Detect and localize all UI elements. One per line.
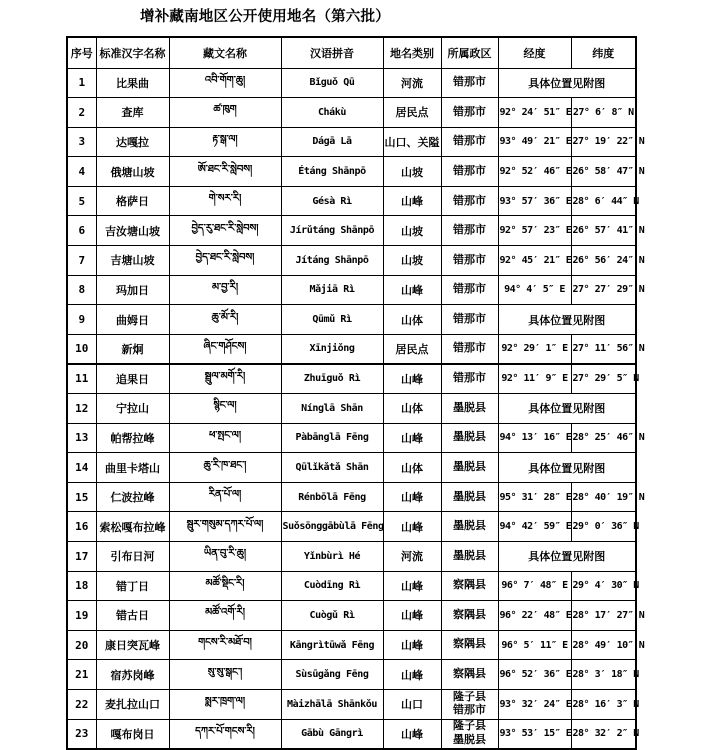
latitude: 28° 32′ 2″ N — [571, 719, 636, 749]
chinese-name: 查库 — [96, 98, 169, 128]
longitude: 93° 53′ 15″ E — [498, 719, 571, 749]
pinyin-name: Étáng Shānpō — [281, 157, 383, 187]
pinyin-name: Sùsūgǎng Fēng — [281, 660, 383, 690]
longitude: 92° 52′ 46″ E — [498, 157, 571, 187]
chinese-name: 吉汝塘山坡 — [96, 216, 169, 246]
longitude: 93° 57′ 36″ E — [498, 186, 571, 216]
latitude: 28° 6′ 44″ N — [571, 186, 636, 216]
chinese-name: 错丁日 — [96, 571, 169, 601]
table-row — [67, 394, 636, 424]
row-number: 1 — [67, 68, 96, 98]
pinyin-name: Cuògǔ Rì — [281, 601, 383, 631]
pinyin-name: Jítáng Shānpō — [281, 246, 383, 276]
longitude: 96° 22′ 48″ E — [498, 601, 571, 631]
longitude: 96° 7′ 48″ E — [498, 571, 571, 601]
region: 隆子县 墨脱县 — [441, 719, 498, 749]
chinese-name: 帕帮拉峰 — [96, 423, 169, 453]
row-number: 2 — [67, 98, 96, 128]
row-number: 16 — [67, 512, 96, 542]
region: 错那市 — [441, 68, 498, 98]
category: 山峰 — [383, 275, 441, 305]
category: 山口 — [383, 689, 441, 719]
table-row — [67, 689, 636, 719]
pinyin-name: Pàbānglā Fēng — [281, 423, 383, 453]
region: 错那市 — [441, 275, 498, 305]
table-header — [67, 37, 636, 68]
column-header-no: 序号 — [67, 37, 96, 68]
longitude: 94° 13′ 16″ E — [498, 423, 571, 453]
longitude: 94° 42′ 59″ E — [498, 512, 571, 542]
pinyin-name: Qūmǔ Rì — [281, 305, 383, 335]
table-row — [67, 453, 636, 483]
chinese-name: 宿苏岗峰 — [96, 660, 169, 690]
table-row — [67, 246, 636, 276]
column-header-region: 所属政区 — [441, 37, 498, 68]
row-number: 15 — [67, 482, 96, 512]
pinyin-name: Nínglā Shān — [281, 394, 383, 424]
category: 居民点 — [383, 98, 441, 128]
row-number: 13 — [67, 423, 96, 453]
tibetan-name: སྨར་ཁྲག་ལ། — [169, 689, 281, 719]
table-row — [67, 630, 636, 660]
category: 山体 — [383, 453, 441, 483]
tibetan-name: ཚ་ཁུག — [169, 98, 281, 128]
row-number: 9 — [67, 305, 96, 335]
table-row — [67, 364, 636, 394]
category: 山峰 — [383, 364, 441, 394]
row-number: 5 — [67, 186, 96, 216]
table-row — [67, 423, 636, 453]
chinese-name: 达嘎拉 — [96, 127, 169, 157]
category: 山体 — [383, 394, 441, 424]
tibetan-name: གངས་རི་མཐོ་བ། — [169, 630, 281, 660]
pinyin-name: Zhuīguǒ Rì — [281, 364, 383, 394]
latitude: 28° 25′ 46″ N — [571, 423, 636, 453]
pinyin-name: Xīnjiǒng — [281, 334, 383, 364]
longitude: 93° 49′ 21″ E — [498, 127, 571, 157]
latitude: 26° 56′ 24″ N — [571, 246, 636, 276]
longitude: 92° 29′ 1″ E — [498, 334, 571, 364]
location-note: 具体位置见附图 — [498, 542, 636, 572]
category: 山峰 — [383, 571, 441, 601]
tibetan-name: རིན་པོ་ལ། — [169, 482, 281, 512]
row-number: 12 — [67, 394, 96, 424]
region: 错那市 — [441, 186, 498, 216]
tibetan-name: གེ་སར་རི། — [169, 186, 281, 216]
tibetan-name: ཆུ་མོ་རི། — [169, 305, 281, 335]
tibetan-name: མཚོ་འགོ་རི། — [169, 601, 281, 631]
chinese-name: 玛加日 — [96, 275, 169, 305]
category: 山坡 — [383, 157, 441, 187]
row-number: 17 — [67, 542, 96, 572]
tibetan-name: བྱེད་རུ་ཐང་རི་སླེབས། — [169, 216, 281, 246]
region: 错那市 — [441, 98, 498, 128]
latitude: 28° 49′ 10″ N — [571, 630, 636, 660]
pinyin-name: Chákù — [281, 98, 383, 128]
category: 山峰 — [383, 719, 441, 749]
tibetan-name: ཨོ་ཐང་རི་སླེབས། — [169, 157, 281, 187]
header-row — [67, 37, 636, 68]
chinese-name: 宁拉山 — [96, 394, 169, 424]
tibetan-name: མཚོ་སྡིང་རི། — [169, 571, 281, 601]
row-number: 23 — [67, 719, 96, 749]
longitude: 96° 5′ 11″ E — [498, 630, 571, 660]
table-row — [67, 186, 636, 216]
tibetan-name: ཞིང་གཤོངས། — [169, 334, 281, 364]
place-names-table — [66, 36, 645, 750]
pinyin-name: Kāngrìtūwǎ Fēng — [281, 630, 383, 660]
table-row — [67, 157, 636, 187]
table-row — [67, 127, 636, 157]
region: 错那市 — [441, 157, 498, 187]
table-row — [67, 542, 636, 572]
chinese-name: 格萨日 — [96, 186, 169, 216]
row-number: 21 — [67, 660, 96, 690]
pinyin-name: Gābù Gāngrì — [281, 719, 383, 749]
chinese-name: 嘎布岗日 — [96, 719, 169, 749]
region: 察隅县 — [441, 571, 498, 601]
category: 河流 — [383, 542, 441, 572]
category: 河流 — [383, 68, 441, 98]
table-row — [67, 482, 636, 512]
tibetan-name: མ་བྱ་རི། — [169, 275, 281, 305]
table-row — [67, 305, 636, 335]
longitude: 92° 57′ 23″ E — [498, 216, 571, 246]
pinyin-name: Dágā Lā — [281, 127, 383, 157]
category: 山峰 — [383, 512, 441, 542]
category: 居民点 — [383, 334, 441, 364]
category: 山口、关隘 — [383, 127, 441, 157]
row-number: 3 — [67, 127, 96, 157]
region: 墨脱县 — [441, 453, 498, 483]
tibetan-name: རྟ་སྒ་ལ། — [169, 127, 281, 157]
chinese-name: 错古日 — [96, 601, 169, 631]
longitude: 96° 52′ 36″ E — [498, 660, 571, 690]
location-note: 具体位置见附图 — [498, 394, 636, 424]
category: 山峰 — [383, 482, 441, 512]
longitude: 92° 45′ 21″ E — [498, 246, 571, 276]
location-note: 具体位置见附图 — [498, 453, 636, 483]
latitude: 27° 19′ 22″ N — [571, 127, 636, 157]
category: 山峰 — [383, 186, 441, 216]
tibetan-name: དཀར་པོ་གངས་རི། — [169, 719, 281, 749]
table-row — [67, 719, 636, 749]
latitude: 29° 0′ 36″ N — [571, 512, 636, 542]
chinese-name: 追果日 — [96, 364, 169, 394]
table-row — [67, 601, 636, 631]
row-number: 20 — [67, 630, 96, 660]
region: 错那市 — [441, 216, 498, 246]
row-number: 11 — [67, 364, 96, 394]
pinyin-name: Cuòdīng Rì — [281, 571, 383, 601]
longitude: 95° 31′ 28″ E — [498, 482, 571, 512]
chinese-name: 曲里卡塔山 — [96, 453, 169, 483]
latitude: 28° 3′ 18″ N — [571, 660, 636, 690]
latitude: 28° 40′ 19″ N — [571, 482, 636, 512]
region: 隆子县 错那市 — [441, 689, 498, 719]
chinese-name: 比果曲 — [96, 68, 169, 98]
longitude: 92° 11′ 9″ E — [498, 364, 571, 394]
region: 墨脱县 — [441, 423, 498, 453]
table-row — [67, 275, 636, 305]
pinyin-name: Yǐnbùrì Hé — [281, 542, 383, 572]
row-number: 10 — [67, 334, 96, 364]
region: 察隅县 — [441, 630, 498, 660]
pinyin-name: Jírǔtáng Shānpō — [281, 216, 383, 246]
page-title: 增补藏南地区公开使用地名（第六批） — [140, 9, 390, 25]
category: 山坡 — [383, 216, 441, 246]
row-number: 22 — [67, 689, 96, 719]
region: 错那市 — [441, 334, 498, 364]
region: 墨脱县 — [441, 542, 498, 572]
category: 山体 — [383, 305, 441, 335]
table-row — [67, 98, 636, 128]
pinyin-name: Suǒsōnggābùlā Fēng — [281, 512, 383, 542]
category: 山峰 — [383, 660, 441, 690]
column-header-longitude: 经度 — [498, 37, 571, 68]
region: 察隅县 — [441, 660, 498, 690]
pinyin-name: Bǐguǒ Qū — [281, 68, 383, 98]
region: 错那市 — [441, 364, 498, 394]
category: 山坡 — [383, 246, 441, 276]
table-row — [67, 334, 636, 364]
longitude: 92° 24′ 51″ E — [498, 98, 571, 128]
row-number: 8 — [67, 275, 96, 305]
chinese-name: 康日突瓦峰 — [96, 630, 169, 660]
table-row — [67, 571, 636, 601]
column-header-tibetan-name: 藏文名称 — [169, 37, 281, 68]
row-number: 7 — [67, 246, 96, 276]
tibetan-name: འབི་གོག་ཆུ། — [169, 68, 281, 98]
pinyin-name: Rénbōlā Fēng — [281, 482, 383, 512]
column-header-chinese-name: 标准汉字名称 — [96, 37, 169, 68]
table-body — [67, 68, 645, 749]
chinese-name: 曲姆日 — [96, 305, 169, 335]
latitude: 27° 27′ 29″ N — [571, 275, 636, 305]
column-header-pinyin: 汉语拼音 — [281, 37, 383, 68]
chinese-name: 俄塘山坡 — [96, 157, 169, 187]
chinese-name: 麦扎拉山口 — [96, 689, 169, 719]
table-row — [67, 68, 636, 98]
chinese-name: 引布日河 — [96, 542, 169, 572]
category: 山峰 — [383, 630, 441, 660]
region: 错那市 — [441, 305, 498, 335]
region: 错那市 — [441, 127, 498, 157]
table-row — [67, 216, 636, 246]
tibetan-name: ཕ་སྤང་ལ། — [169, 423, 281, 453]
column-header-latitude: 纬度 — [571, 37, 636, 68]
table-row — [67, 660, 636, 690]
tibetan-name: ཡིན་བུ་རི་ཆུ། — [169, 542, 281, 572]
pinyin-name: Màizhālā Shānkǒu — [281, 689, 383, 719]
tibetan-name: སྙིང་ལ། — [169, 394, 281, 424]
tibetan-name: སྦྲུལ་མགོ་རི། — [169, 364, 281, 394]
location-note: 具体位置见附图 — [498, 68, 636, 98]
region: 错那市 — [441, 246, 498, 276]
region: 墨脱县 — [441, 512, 498, 542]
category: 山峰 — [383, 601, 441, 631]
latitude: 27° 29′ 5″ N — [571, 364, 636, 394]
region: 墨脱县 — [441, 482, 498, 512]
category: 山峰 — [383, 423, 441, 453]
location-note: 具体位置见附图 — [498, 305, 636, 335]
latitude: 28° 16′ 3″ N — [571, 689, 636, 719]
latitude: 29° 4′ 30″ N — [571, 571, 636, 601]
region: 察隅县 — [441, 601, 498, 631]
latitude: 26° 57′ 41″ N — [571, 216, 636, 246]
latitude: 28° 17′ 27″ N — [571, 601, 636, 631]
pinyin-name: Gésà Rì — [281, 186, 383, 216]
table-row — [67, 512, 636, 542]
pinyin-name: Qūlǐkǎtǎ Shān — [281, 453, 383, 483]
row-number: 6 — [67, 216, 96, 246]
tibetan-name: སུ་སུ་སྒང་། — [169, 660, 281, 690]
row-number: 14 — [67, 453, 96, 483]
chinese-name: 仁波拉峰 — [96, 482, 169, 512]
chinese-name: 新炯 — [96, 334, 169, 364]
tibetan-name: ཆུ་རི་ཁ་ཐང་། — [169, 453, 281, 483]
latitude: 27° 11′ 56″ N — [571, 334, 636, 364]
row-number: 18 — [67, 571, 96, 601]
tibetan-name: བྱེད་ཐང་རི་སླེབས། — [169, 246, 281, 276]
region: 墨脱县 — [441, 394, 498, 424]
latitude: 27° 6′ 8″ N — [571, 98, 636, 128]
column-header-category: 地名类别 — [383, 37, 441, 68]
longitude: 94° 4′ 5″ E — [498, 275, 571, 305]
row-number: 4 — [67, 157, 96, 187]
chinese-name: 吉塘山坡 — [96, 246, 169, 276]
tibetan-name: སྦུར་གསུམ་དཀར་པོ་ལ། — [169, 512, 281, 542]
latitude: 26° 58′ 47″ N — [571, 157, 636, 187]
row-number: 19 — [67, 601, 96, 631]
chinese-name: 索松嘎布拉峰 — [96, 512, 169, 542]
longitude: 93° 32′ 24″ E — [498, 689, 571, 719]
pinyin-name: Mǎjiā Rì — [281, 275, 383, 305]
